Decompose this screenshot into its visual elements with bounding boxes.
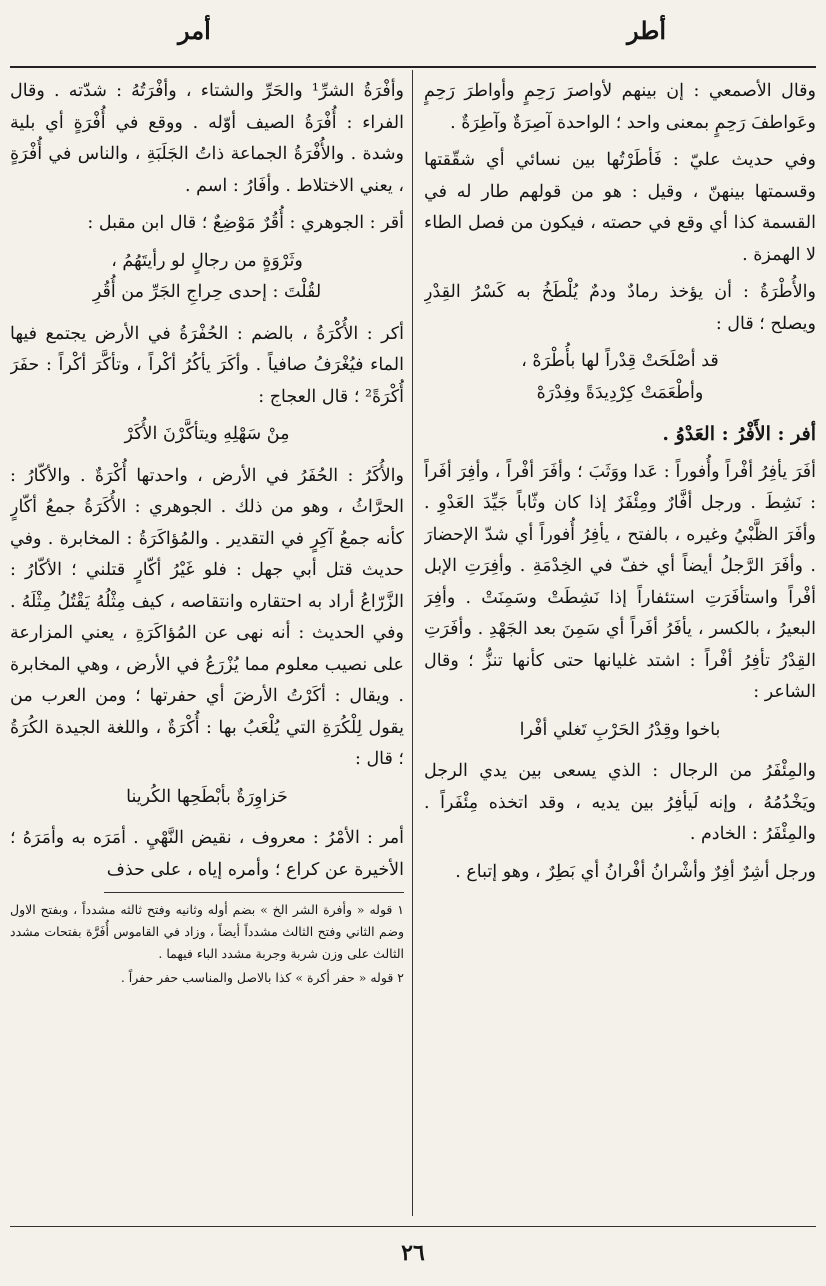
footnote: ١ قوله « وأفرة الشر الخ » بضم أوله وثانيه وفتح ثالثه مشدداً ، وبفتح الاول وضم الثاني وفتح الثالث مشدداً أيضاً ، وزاد في القاموس أُفَرَّة بفتحات مشدد الثالث على وزن شربة وجربة مشدد الباء فيهما . bbox=[10, 902, 404, 961]
verse-line: قد أصْلَحَتْ قِدْراً لها بأُطْرَهْ ، bbox=[521, 351, 719, 371]
footnotes bbox=[10, 899, 404, 989]
verse bbox=[10, 246, 404, 309]
verse bbox=[10, 782, 404, 814]
footer-rule bbox=[10, 1226, 816, 1227]
paragraph: وقال الأصمعي : إن بينهم لأواصرَ رَحِمٍ وأواطرَ رَحِمٍ وعَواطفَ رَحِمٍ بمعنى واحد ؛ الواحدة آصِرَةٌ وآطِرَةٌ . bbox=[424, 81, 816, 133]
verse bbox=[10, 419, 404, 451]
paragraph: والأُكَرُ : الحُفَرُ في الأرض ، واحدتها أُكْرَةٌ . والأكّارُ : الحرَّاثُ ، وهو من ذلك . الجوهري : الأُكَرَةُ جمعُ أكّارٍ كأنه جمعُ آكِرٍ في التقدير . والمُؤاكَرَةُ : المخابرة . وفي حديث قتل أبي جهل : فلو غَيْرُ أكّارٍ قتلني ؛ الأكّارُ : الزَّرّاعُ أراد به احتقاره وانتقاصه ، كيف مِثْلُهُ يَقْتُلُ مِثْلَهُ . وفي الحديث : أنه نهى عن المُؤاكَرَةِ ، يعني المزارعة على نصيب معلوم مما يُزْرَعُ في الأرض ، وهي المخابرة . ويقال : أكَرْتُ الأرضَ أي حفرتها ؛ ومن العرب من يقول لِلْكُرَةِ التي يُلْعَبُ بها : أُكْرَةٌ ، واللغة الجيدة الكُرَةُ ؛ قال : bbox=[10, 465, 404, 769]
right-column bbox=[424, 76, 816, 1136]
paragraph: والأُطْرَةُ : أن يؤخذ رمادٌ ودمٌ يُلْطَخُ به كَسْرُ القِدْرِ ويصلح ؛ قال : bbox=[424, 282, 816, 334]
verse-line: وثَرْوَةٍ من رجالٍ لو رأيتَهُمُ ، bbox=[111, 250, 303, 271]
left-column bbox=[10, 76, 404, 1216]
header-rule bbox=[10, 66, 816, 68]
verse bbox=[424, 346, 816, 409]
verse-line: باخوا وقِدْرُ الحَرْبِ تَغلي أفْرا bbox=[519, 719, 721, 740]
entry-paragraph: أقر : الجوهري : أُقُرٌ مَوْضِعٌ ؛ قال ابن مقبل : bbox=[87, 213, 404, 233]
verse bbox=[424, 715, 816, 747]
verse-line: مِنْ سَهْلِهِ ويتأكَّرْنَ الأُكَرْ bbox=[124, 424, 290, 444]
paragraph: أفَرَ يأفِرُ أفْراً وأُفوراً : عَدا ووَثَبَ ؛ وأفَرَ أفْراً ، وأفِرَ أفَراً : نَشِطَ . ورجل أفَّارٌ ومِئْفَرٌ إذا كان وثّاباً جَيِّدَ العَدْوِ . وأفَرَ الظَّبْيُ وغيره ، بالفتح ، يأفِرُ أُفوراً أي شدّ الإحضارَ . وأفَرَ الرَّجلُ أيضاً أي خفّ في الخِدْمَةِ . وأفِرَتِ الإبل أفْراً واستأفَرَتِ استئفاراً إذا نَشِطَتْ وسَمِنَتْ . وأفِرَ البعيرُ ، بالكسر ، يأفَرُ أفَراً أي سَمِنَ بعد الجَهْدِ . وأفَرَتِ القِدْرُ تأفِرُ أفْراً : اشتد غليانها حتى كأنها تنزُّ ؛ وقال الشاعر : bbox=[424, 461, 816, 702]
entry-paragraph: أمر : الأمْرُ : معروف ، نقيض النَّهْيِ . أمَرَه به وأمَرَهُ ؛ الأخيرة عن كراع ؛ وأمره إياه ، على حذف bbox=[10, 828, 404, 880]
page-number: ٢٦ bbox=[401, 1240, 425, 1266]
verse-line: وأطْعَمَتْ كِرْدِيدَةً وفِدْرَهْ bbox=[536, 382, 704, 403]
running-head-left: أمر bbox=[178, 16, 211, 45]
paragraph: وأفْرَةُ الشرِّ¹ والحَرِّ والشتاء ، وأفْرَتُهُ : شدّته . وقال الفراء : أُفْرَةُ الصيف أوّله . ووقع في أُفْرَةٍ أي بلية وشدة . والأُفْرَةُ الجماعة ذاتُ الجَلَبَةِ ، والناس في أُفْرَةٍ ، يعني الاختلاط . وأفَارُ : اسم . bbox=[10, 81, 404, 196]
running-head-right: أطر bbox=[626, 16, 666, 45]
footnote-rule bbox=[104, 892, 404, 893]
paragraph: وفي حديث عليّ : فَأطَرْتُها بين نسائي أي شقّقتها وقسمتها بينهنّ ، وقيل : هو من قولهم طار له في القسمة كذا أي وقع في حصته ، فيكون من فصل الطاء لا الهمزة . bbox=[424, 150, 816, 265]
entry-heading: أفر : الأَفْرُ : العَدْوُ . bbox=[662, 423, 816, 445]
column-divider bbox=[412, 70, 413, 1216]
paragraph: والمِئْفَرُ من الرجال : الذي يسعى بين يدي الرجل ويَخْدُمُهُ ، وإنه لَيأفِرُ بين يديه ، وقد اتخذه مِئْفَراً . والمِئْفَرُ : الخادم . bbox=[424, 761, 816, 844]
paragraph: ورجل أشِرٌ أفِرٌ وأشْرانُ أفْرانُ أي بَطِرٌ ، وهو إتباع . bbox=[455, 861, 816, 882]
verse-line: لقُلْتَ : إحدى حِراجِ الجَرِّ من أُقُرِ bbox=[92, 282, 322, 302]
entry-paragraph: أكر : الأُكْرَةُ ، بالضم : الحُفْرَةُ في الأرض يجتمع فيها الماء فيُغْرَفُ صافياً . وأكَرَ يأكُرُ أكْراً ، وتأكَّرَ أكْراً : حفَرَ أُكْرَةً² ؛ قال العجاج : bbox=[10, 323, 404, 407]
verse-line: حَزاوِرَةٌ بأبْطَحِها الكُرينا bbox=[126, 786, 288, 807]
footnote: ٢ قوله « حفر أكرة » كذا بالاصل والمناسب حفر حفراً . bbox=[120, 970, 404, 985]
